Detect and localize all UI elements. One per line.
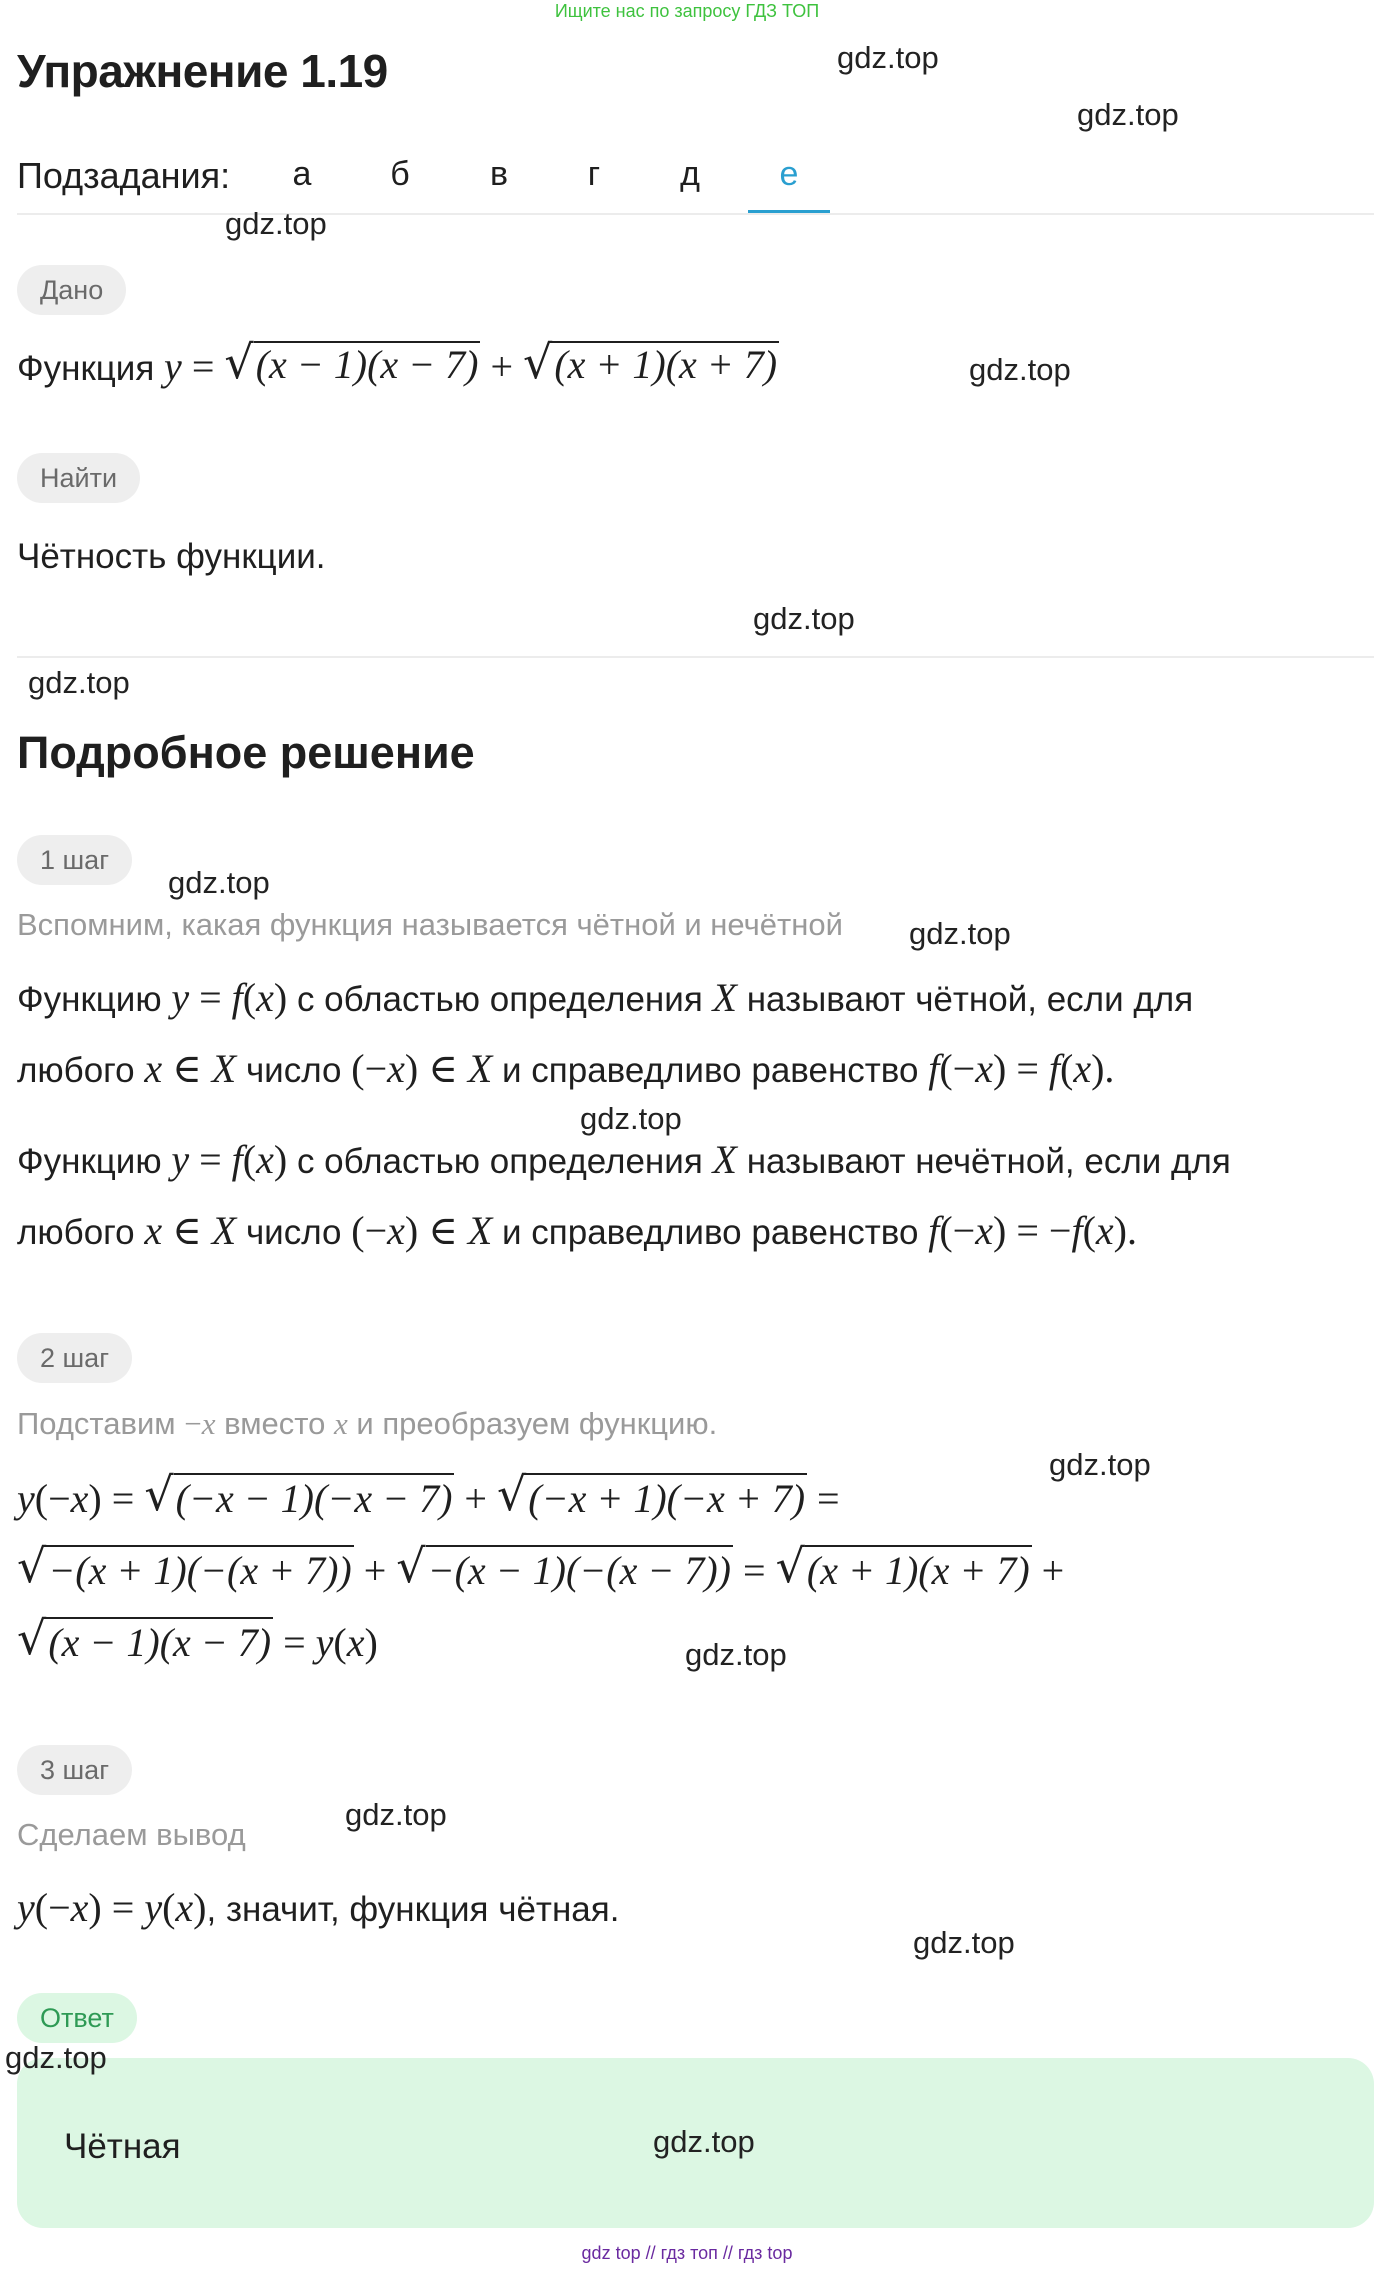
watermark: gdz.top: [685, 1637, 787, 1672]
step2-hint-c: и преобразуем функцию.: [356, 1406, 718, 1441]
find-text: Чётность функции.: [17, 537, 326, 576]
odd-l2-c: и справедливо равенство: [502, 1213, 919, 1252]
promo-banner: Ищите нас по запросу ГДЗ ТОП: [554, 1, 820, 21]
section-divider: [17, 656, 1374, 658]
step2-formula-line2: √ −(x + 1)(−(x + 7)) + √ −(x − 1)(−(x − 7)) = √ (x + 1)(x + 7) +: [17, 1539, 1065, 1593]
page-title: Упражнение 1.19: [17, 45, 388, 97]
even-l1-c: называют чётной, если для: [746, 980, 1194, 1019]
step1-hint: Вспомним, какая функция называется чётной и нечётной: [17, 907, 843, 942]
sqrt-1: √ (x − 1)(x − 7): [224, 335, 479, 389]
watermark: gdz.top: [5, 2040, 107, 2075]
odd-def-line2: любого x ∈ X число (−x) ∈ X и справедливо равенство f(−x) = −f(x).: [17, 1208, 1137, 1253]
answer-chip: Ответ: [17, 1993, 137, 2043]
watermark: gdz.top: [969, 352, 1071, 387]
conclusion-text: , значит, функция чётная.: [206, 1890, 620, 1929]
odd-l2-a: любого: [17, 1213, 135, 1252]
watermark: gdz.top: [837, 40, 939, 75]
given-statement: [17, 335, 779, 391]
step2-formula-line3: √ (x − 1)(x − 7) = y(x): [17, 1611, 378, 1665]
given-chip: Дано: [17, 265, 126, 315]
tabs-divider: [17, 213, 1374, 215]
step2-formula-line1: y(−x) = √ (−x − 1)(−x − 7) + √ (−x + 1)(−x + 7) =: [17, 1467, 840, 1521]
watermark: gdz.top: [345, 1797, 447, 1832]
odd-l2-b: число: [245, 1213, 342, 1252]
even-l2-c: и справедливо равенство: [502, 1051, 919, 1090]
odd-l1-b: с областью определения: [296, 1142, 703, 1181]
tab-g[interactable]: г: [587, 155, 601, 193]
even-l1-a: Функцию: [17, 980, 162, 1019]
given-formula: y = √ (x − 1)(x − 7) + √ (x + 1)(x + 7): [164, 335, 778, 389]
even-def-line1: Функцию y = f(x) с областью определения X называют чётной, если для: [17, 975, 1194, 1020]
watermark: gdz.top: [913, 1925, 1015, 1960]
even-l2-b: число: [245, 1051, 342, 1090]
solution-heading: Подробное решение: [17, 727, 475, 778]
tab-d[interactable]: д: [680, 155, 700, 193]
step3-chip: 3 шаг: [17, 1745, 132, 1795]
watermark: gdz.top: [225, 206, 327, 241]
sqrt-2: √ (x + 1)(x + 7): [523, 335, 778, 389]
answer-text: Чётная: [64, 2127, 181, 2166]
watermark: gdz.top: [909, 916, 1011, 951]
tab-e[interactable]: е: [748, 152, 830, 214]
watermark: gdz.top: [1049, 1447, 1151, 1482]
watermark: gdz.top: [28, 665, 130, 700]
step2-hint-b: вместо: [224, 1406, 326, 1441]
even-l1-b: с областью определения: [296, 980, 703, 1019]
step2-hint: Подставим −x вместо x и преобразуем функцию.: [17, 1406, 718, 1441]
watermark: gdz.top: [168, 865, 270, 900]
tab-v[interactable]: в: [489, 155, 509, 193]
odd-l1-a: Функцию: [17, 1142, 162, 1181]
footer-links[interactable]: gdz top // гдз топ // гдз top: [581, 2243, 793, 2263]
even-l2-a: любого: [17, 1051, 135, 1090]
step3-conclusion: y(−x) = y(x), значит, функция чётная.: [17, 1885, 620, 1930]
subtasks-label: Подзадания:: [17, 155, 231, 196]
watermark: gdz.top: [753, 601, 855, 636]
step2-hint-a: Подставим: [17, 1406, 176, 1441]
odd-def-line1: Функцию y = f(x) с областью определения X называют нечётной, если для: [17, 1137, 1231, 1182]
given-prefix: Функция: [17, 349, 155, 388]
step2-chip: 2 шаг: [17, 1333, 132, 1383]
watermark: gdz.top: [580, 1101, 682, 1136]
tab-b[interactable]: б: [390, 155, 410, 193]
watermark: gdz.top: [1077, 97, 1179, 132]
watermark: gdz.top: [653, 2124, 755, 2159]
odd-l1-c: называют нечётной, если для: [746, 1142, 1231, 1181]
find-chip: Найти: [17, 453, 140, 503]
step1-chip: 1 шаг: [17, 835, 132, 885]
tab-a[interactable]: а: [292, 155, 312, 193]
even-def-line2: любого x ∈ X число (−x) ∈ X и справедливо равенство f(−x) = f(x).: [17, 1046, 1115, 1091]
step3-hint: Сделаем вывод: [17, 1817, 246, 1852]
